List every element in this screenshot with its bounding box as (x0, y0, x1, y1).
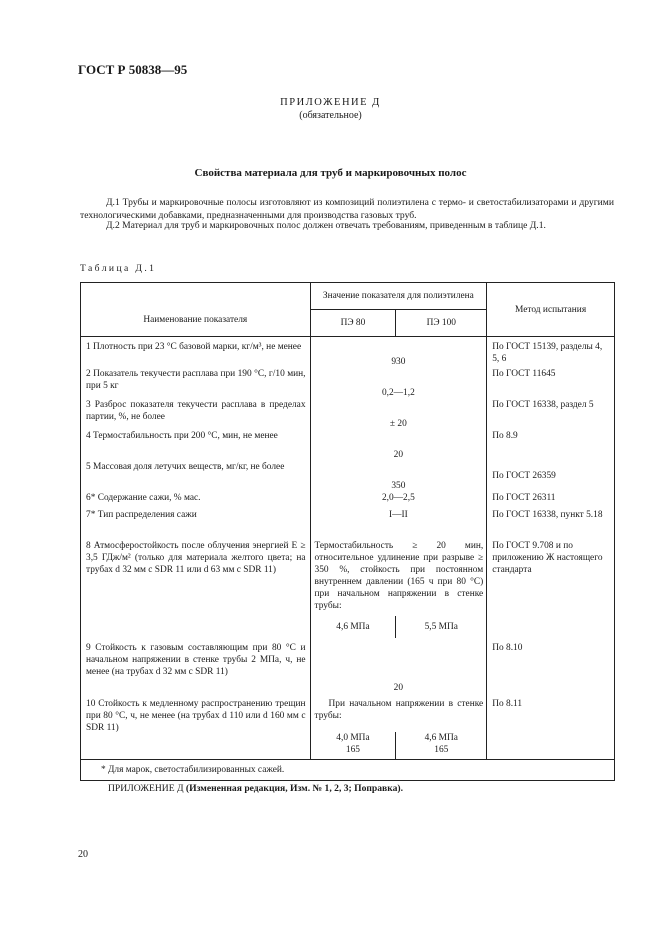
row8-value: Термостабильность ≥ 20 мин, относительное удлинение при разрыве ≥ 350 %, стойкость при постоянном внутреннем давлении (165 ч при 80 °С) при начальном напряжении в стенке трубы: (310, 540, 487, 616)
paragraph-d1: Д.1 Трубы и маркировочные полосы изготовляют из композиций полиэтилена с термо- и светостабилизаторами и другими технологическими добавками, предназначенными для производства газовых труб. (80, 197, 614, 221)
row2-method: По ГОСТ 11645 (487, 368, 615, 399)
row4-method: По 8.9 (487, 430, 615, 461)
header-name: Наименование показателя (81, 283, 311, 337)
table-row (81, 509, 615, 540)
header-value-group: Значение показателя для полиэтилена (310, 283, 487, 310)
header-pe80: ПЭ 80 (310, 310, 396, 337)
table-row (81, 540, 615, 616)
row7-name: 7* Тип распределения сажи (81, 509, 311, 540)
row2-name: 2 Показатель текучести расплава при 190 °С, г/10 мин, при 5 кг (81, 368, 311, 399)
header-pe100: ПЭ 100 (396, 310, 487, 337)
row5-value: 350 (310, 461, 487, 492)
row1-method: По ГОСТ 15139, разделы 4, 5, 6 (487, 337, 615, 368)
properties-table (80, 282, 615, 781)
row7-method: По ГОСТ 16338, пункт 5.18 (487, 509, 615, 540)
row2-value: 0,2—1,2 (310, 368, 487, 399)
appendix-title: ПРИЛОЖЕНИЕ Д (280, 97, 381, 108)
row9-method: По 8.10 (487, 638, 615, 694)
table-row (81, 461, 615, 492)
row10-pe80-hours: 165 (345, 744, 360, 755)
table-row (81, 694, 615, 732)
row3-name: 3 Разброс показателя текучести расплава в пределах партии, %, не более (81, 399, 311, 430)
row6-method: По ГОСТ 26311 (487, 492, 615, 509)
table-caption: Таблица Д.1 (80, 263, 157, 274)
row3-value: ± 20 (310, 399, 487, 430)
row8-method: По ГОСТ 9.708 и по приложению Ж настоящего стандарта (487, 540, 615, 638)
row3-method: По ГОСТ 16338, раздел 5 (487, 399, 615, 430)
row4-name: 4 Термостабильность при 200 °С, мин, не менее (81, 430, 311, 461)
row10-pe100: 4,6 МПа (424, 732, 458, 743)
row6-value: 2,0—2,5 (310, 492, 487, 509)
page-number: 20 (78, 849, 88, 860)
row10-pe80: 4,0 МПа (336, 732, 370, 743)
row4-value: 20 (310, 430, 487, 461)
row9-value: 20 (310, 638, 487, 694)
paragraph-d2: Д.2 Материал для труб и маркировочных полос должен отвечать требованиям, приведенным в таблице Д.1. (106, 220, 546, 231)
row10-pe100-hours: 165 (434, 744, 449, 755)
table-note: * Для марок, светостабилизированных сажей. (81, 760, 615, 781)
table-row (81, 337, 615, 368)
table-row (81, 368, 615, 399)
row1-name: 1 Плотность при 23 °С базовой марки, кг/м³, не менее (81, 337, 311, 368)
table-row (81, 492, 615, 509)
row5-method: По ГОСТ 26359 (487, 461, 615, 492)
amendment-text: (Измененная редакция, Изм. № 1, 2, 3; Поправка). (185, 783, 404, 794)
table-row (81, 638, 615, 694)
row10-method: По 8.11 (487, 694, 615, 760)
row7-value: I—II (310, 509, 487, 540)
row5-name: 5 Массовая доля летучих веществ, мг/кг, не более (81, 461, 311, 492)
row8-pe80: 4,6 МПа (310, 616, 396, 638)
header-method: Метод испытания (487, 283, 615, 337)
amendment-prefix: ПРИЛОЖЕНИЕ Д (108, 783, 184, 794)
appendix-subtitle: (обязательное) (299, 110, 362, 121)
amendment-note (108, 783, 403, 794)
row10-value: При начальном напряжении в стенке трубы: (310, 694, 487, 732)
table-row (81, 430, 615, 461)
row8-pe100: 5,5 МПа (396, 616, 487, 638)
row6-name: 6* Содержание сажи, % мас. (81, 492, 311, 509)
standard-header: ГОСТ Р 50838—95 (78, 62, 188, 77)
document-title: Свойства материала для труб и маркировочных полос (194, 167, 467, 179)
row8-name: 8 Атмосферостойкость после облучения энергией E ≥ 3,5 ГДж/м² (только для материала желтого цвета; на трубах d 32 мм с SDR 11 или d 63 мм с SDR 11) (81, 540, 311, 638)
row10-name: 10 Стойкость к медленному распространению трещин при 80 °С, ч, не менее (на трубах d 110 или d 160 мм с SDR 11) (81, 694, 311, 760)
table-row (81, 399, 615, 430)
row9-name: 9 Стойкость к газовым составляющим при 80 °С и начальном напряжении в стенке трубы 2 МПа, ч, не менее (на трубах d 32 мм с SDR 11) (81, 638, 311, 694)
row1-value: 930 (310, 337, 487, 368)
